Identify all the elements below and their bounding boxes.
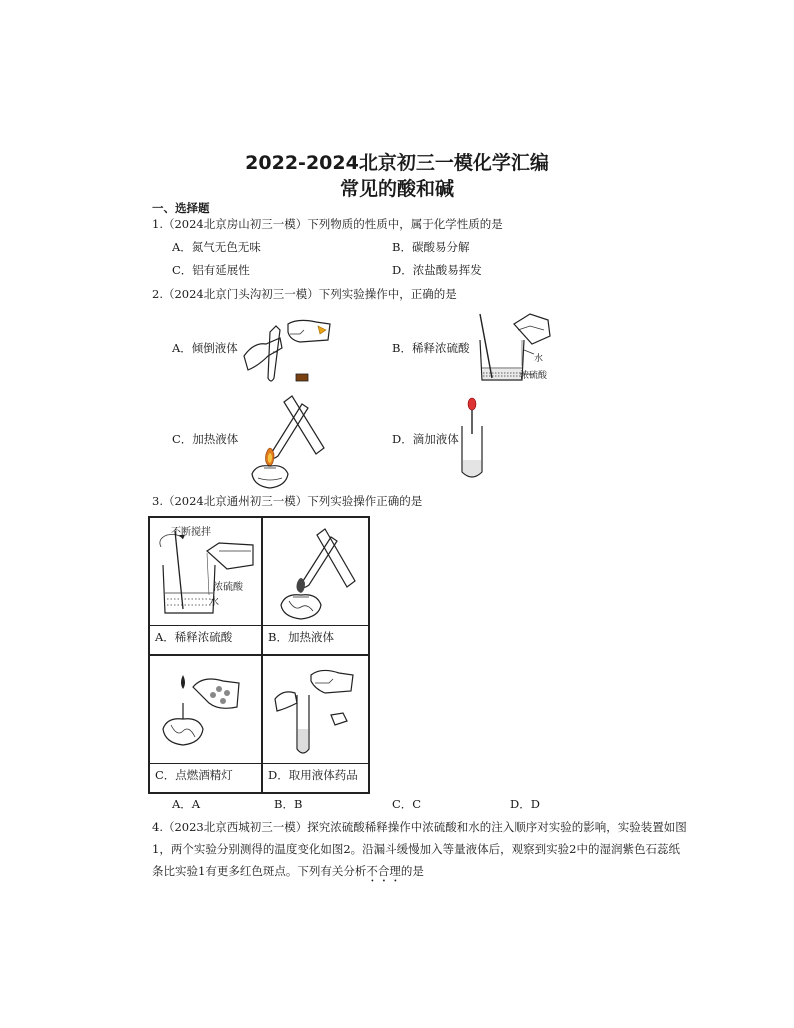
q3-cell-a-label: A．稀释浓硫酸 [155,630,233,644]
q3-label-water: 水 [209,597,219,608]
q2-option-d: D．滴加液体 [392,432,459,446]
q3-cell-b-label: B．加热液体 [268,630,334,644]
q4-stem [152,816,712,885]
q2-label-acid: 浓硫酸 [520,371,548,381]
q2-option-c: C．加热液体 [172,432,239,446]
q3-cell-c-label: C．点燃酒精灯 [155,768,233,782]
q3-b-illustration [267,521,367,621]
q2-heat-illustration [240,392,336,490]
q2-option-a: A．倾倒液体 [172,341,238,355]
q2-stem: 2.（2024北京门头沟初三一模）下列实验操作中，正确的是 [152,287,457,301]
q3-options-table [148,516,370,794]
q3-c-illustration [153,659,259,759]
q1-stem: 1.（2024北京房山初三一模）下列物质的性质中，属于化学性质的是 [152,217,503,231]
q3-cell-d-label: D．取用液体药品 [268,768,358,782]
q4-line-3-start: 条比实验1有更多红色斑点。下列有关分析 [152,864,367,878]
q3-label-acid: 浓硫酸 [213,582,243,593]
q1-option-d: D．浓盐酸易挥发 [392,263,482,277]
q3-answer-a: A．A [172,797,201,811]
q2-pour-illustration [240,312,332,386]
doc-subtitle: 常见的酸和碱 [339,178,454,200]
q1-option-c: C．铝有延展性 [172,263,250,277]
q3-label-stir: 不断搅拌 [171,527,211,538]
doc-title: 2022-2024北京初三一模化学汇编 [245,152,549,174]
q1-option-b: B．碳酸易分解 [392,240,470,254]
q4-line-3 [152,860,712,885]
q3-stem: 3.（2024北京通州初三一模）下列实验操作正确的是 [152,494,423,508]
q2-label-water: 水 [534,354,544,364]
section-heading: 一、选择题 [152,201,210,215]
q2-dilute-illustration [474,310,564,388]
q4-emphasis-word: 不合理 [366,864,401,878]
q1-option-a: A．氮气无色无味 [172,240,261,254]
q3-d-illustration [267,659,367,759]
q3-answer-d: D．D [510,797,540,811]
q4-line-3-end: 的是 [400,864,424,878]
q4-line-1: 4.（2023北京西城初三一模）探究浓硫酸稀释操作中浓硫酸和水的注入顺序对实验的影响，实验装置如图 [152,820,687,834]
q4-line-2: 1，两个实验分别测得的温度变化如图2。沿漏斗缓慢加入等量液体后，观察到实验2中的湿润紫色石蕊纸 [152,842,680,856]
q2-dropper-illustration [452,394,492,480]
q3-answer-b: B．B [274,797,303,811]
q3-answer-c: C．C [392,797,422,811]
q2-option-b: B．稀释浓硫酸 [392,341,470,355]
